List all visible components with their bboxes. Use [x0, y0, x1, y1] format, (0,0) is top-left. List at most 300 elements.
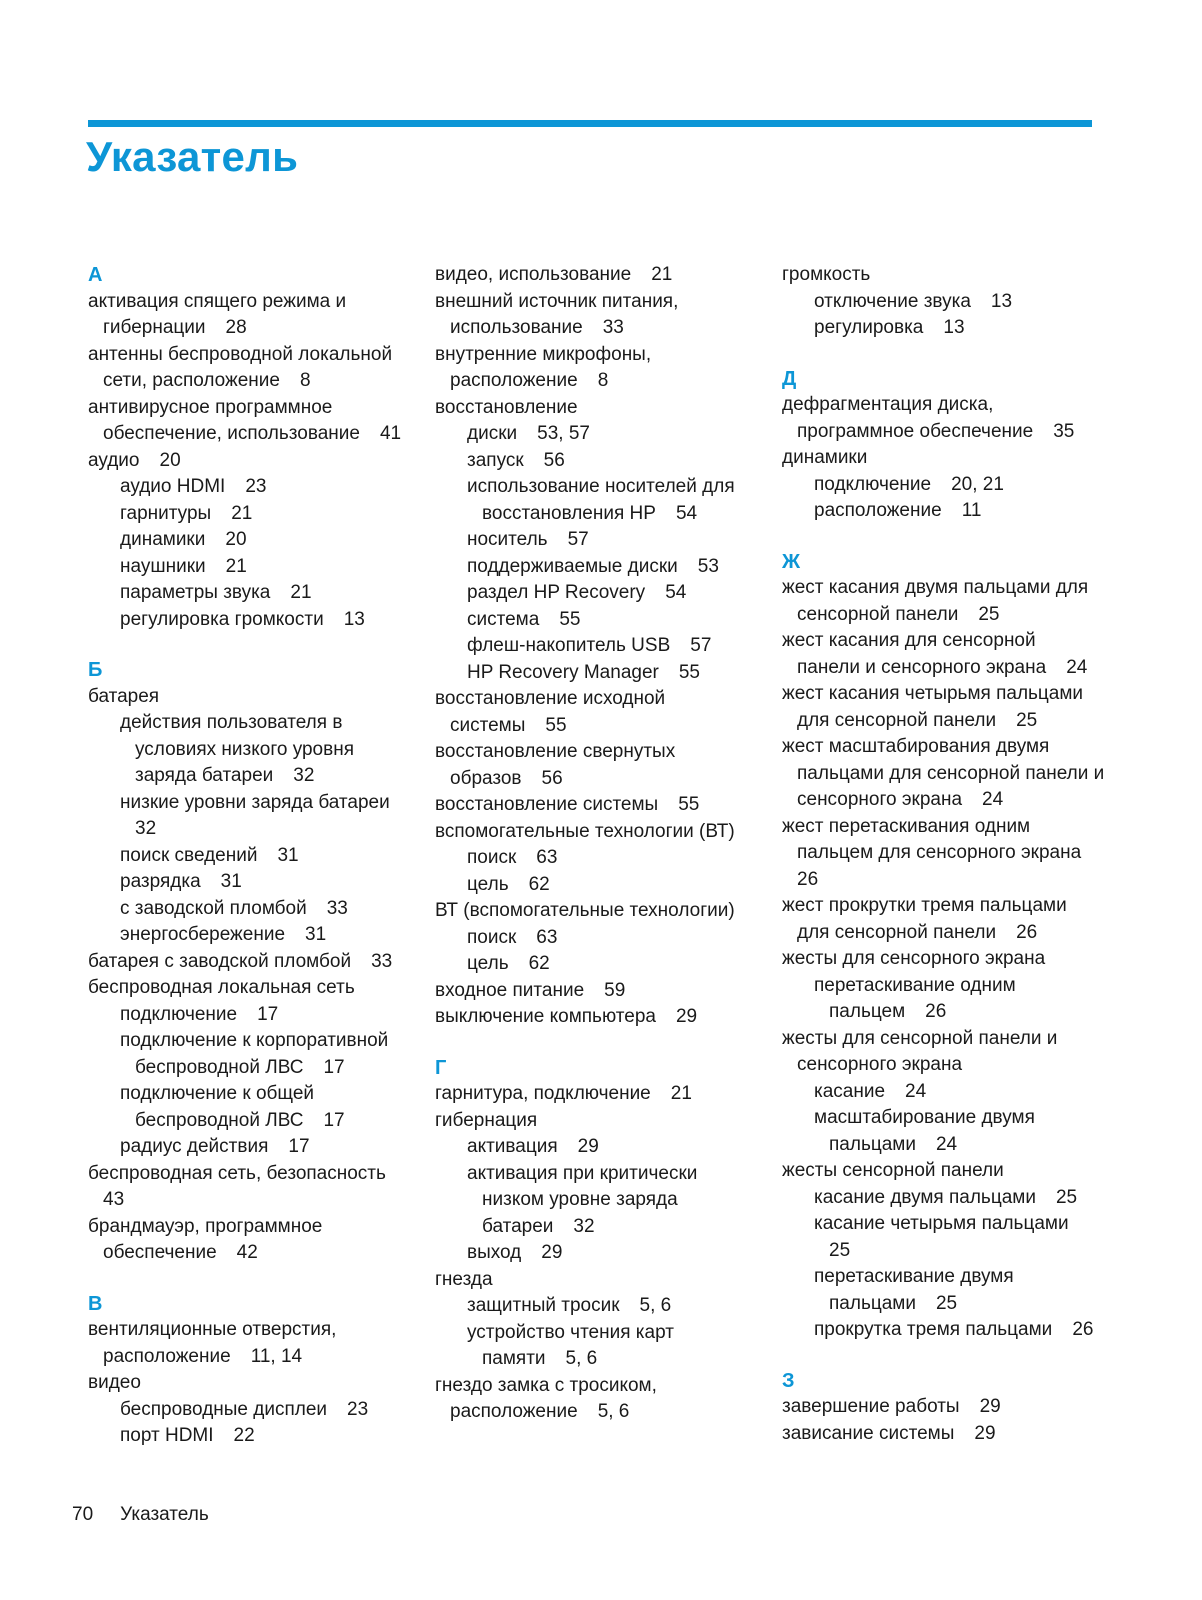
entry-page-number: 20, 21 — [951, 473, 1004, 495]
entry-text: подключение — [120, 1003, 238, 1025]
index-entry-line — [88, 1397, 398, 1424]
entry-page-number: 26 — [1072, 1319, 1094, 1340]
index-entry-line — [782, 893, 1092, 920]
index-entry-line — [435, 421, 745, 448]
index-entry-line — [88, 501, 398, 528]
index-entry-line — [88, 1028, 398, 1055]
entry-page-number: 21 — [225, 555, 247, 577]
entry-page-number: 33 — [371, 950, 393, 972]
entry-page-number: 17 — [323, 1056, 345, 1078]
entry-text: видео — [88, 1372, 141, 1393]
entry-page-number: 33 — [602, 317, 624, 338]
index-entry-line — [435, 1187, 745, 1214]
index-entry-line — [435, 1108, 745, 1135]
entry-page-number: 43 — [103, 1189, 125, 1210]
index-entry-line — [435, 1399, 745, 1426]
index-entry-line — [782, 1132, 1092, 1159]
entry-page-number: 8 — [299, 370, 311, 391]
entry-page-number: 23 — [347, 1398, 369, 1420]
entry-text: батарея с заводской пломбой — [88, 950, 352, 972]
entry-text: прокрутка тремя пальцами — [814, 1319, 1053, 1340]
entry-text: поиск сведений — [120, 844, 258, 866]
index-entry-line — [782, 575, 1092, 602]
index-entry-line — [782, 867, 1092, 894]
entry-page-number: 59 — [604, 979, 626, 1001]
entry-text: жест перетаскивания одним — [782, 815, 1031, 837]
index-entry-line — [782, 445, 1092, 472]
index-entry-line — [435, 342, 745, 369]
entry-page-number: 17 — [323, 1109, 345, 1131]
entry-page-number: 17 — [288, 1136, 310, 1157]
entry-text: гибернации — [103, 317, 206, 338]
entry-page-number: 25 — [829, 1239, 851, 1261]
entry-text: внешний источник питания, — [435, 290, 679, 312]
entry-page-number: 62 — [528, 873, 550, 895]
index-entry-line — [435, 580, 745, 607]
entry-text: цель — [467, 873, 509, 895]
entry-text: сети, расположение — [103, 370, 280, 391]
index-entry-line — [435, 951, 745, 978]
entry-text: внутренние микрофоны, — [435, 343, 652, 365]
entry-text: касание четырьмя пальцами — [814, 1213, 1069, 1234]
entry-text: активация спящего режима и — [88, 290, 347, 312]
index-entry-line — [88, 289, 398, 316]
index-entry-line — [782, 946, 1092, 973]
index-entry-line — [435, 925, 745, 952]
entry-text: беспроводные дисплеи — [120, 1398, 328, 1420]
index-entry-line — [88, 395, 398, 422]
entry-page-number: 25 — [1055, 1186, 1078, 1208]
entry-text: жест масштабирования двумя — [782, 736, 1050, 757]
entry-text: разрядка — [120, 871, 201, 892]
entry-page-number: 24 — [1066, 656, 1088, 678]
entry-text: жесты для сенсорного экрана — [782, 948, 1046, 969]
index-entry-line — [782, 419, 1092, 446]
index-entry-line — [88, 315, 398, 342]
entry-page-number: 23 — [245, 476, 267, 497]
index-entry-line — [88, 554, 398, 581]
index-entry-line — [435, 978, 745, 1005]
index-entry-line — [782, 999, 1092, 1026]
entry-text: действия пользователя в — [120, 712, 343, 733]
entry-text: низком уровне заряда — [482, 1189, 678, 1210]
entry-text: дефрагментация диска, — [782, 394, 994, 415]
entry-page-number: 42 — [236, 1242, 258, 1263]
index-entry-line — [435, 660, 745, 687]
entry-text: динамики — [782, 447, 868, 468]
index-entry-line — [435, 872, 745, 899]
entry-page-number: 29 — [577, 1136, 599, 1157]
entry-text: образов — [450, 767, 522, 789]
entry-text: выключение компьютера — [435, 1006, 656, 1027]
index-entry-line — [88, 975, 398, 1002]
index-entry-line — [782, 262, 1092, 289]
entry-text: беспроводная локальная сеть — [88, 977, 355, 998]
index-entry-line — [435, 739, 745, 766]
index-entry-line — [435, 448, 745, 475]
entry-text: батарея — [88, 685, 160, 707]
entry-text: масштабирование двумя — [814, 1107, 1035, 1128]
entry-page-number: 5, 6 — [597, 1401, 630, 1422]
entry-text: жесты для сенсорной панели и — [782, 1027, 1058, 1049]
entry-text: ВТ (вспомогательные технологии) — [435, 900, 735, 921]
entry-text: активация при критически — [467, 1162, 698, 1184]
entry-text: радиус действия — [120, 1136, 269, 1157]
entry-page-number: 35 — [1053, 420, 1075, 442]
entry-text: жест прокрутки тремя пальцами — [782, 895, 1067, 916]
entry-page-number: 56 — [543, 449, 565, 471]
index-entry-line — [782, 708, 1092, 735]
index-entry-line — [435, 554, 745, 581]
section-letter: Б — [88, 659, 103, 681]
entry-text: с заводской пломбой — [120, 897, 307, 919]
index-entry-line — [88, 684, 398, 711]
index-entry-line — [435, 1240, 745, 1267]
index-entry-line — [88, 869, 398, 896]
index-entry-line — [435, 474, 745, 501]
entry-page-number: 29 — [979, 1396, 1001, 1417]
index-entry-line — [782, 392, 1092, 419]
entry-page-number: 13 — [343, 608, 365, 630]
entry-text: перетаскивание двумя — [814, 1266, 1014, 1287]
index-entry-line — [435, 315, 745, 342]
entry-text: вспомогательные технологии (ВТ) — [435, 820, 735, 842]
entry-page-number: 55 — [678, 794, 700, 815]
entry-page-number: 63 — [536, 926, 558, 948]
entry-text: завершение работы — [782, 1396, 960, 1417]
index-entry-line — [88, 1002, 398, 1029]
index-entry-line — [88, 1187, 398, 1214]
entry-page-number: 29 — [974, 1422, 996, 1444]
entry-page-number: 31 — [220, 871, 242, 892]
index-entry-line — [782, 973, 1092, 1000]
index-entry-line — [435, 262, 745, 289]
entry-text: HP Recovery Manager — [467, 661, 659, 683]
index-entry-line — [435, 1293, 745, 1320]
entry-text: антенны беспроводной локальной — [88, 343, 393, 365]
index-entry-line — [782, 1185, 1092, 1212]
entry-text: пальцем для сенсорного экрана — [797, 842, 1082, 863]
entry-text: для сенсорной панели — [797, 921, 997, 943]
index-entry-line — [782, 1394, 1092, 1421]
entry-text: динамики — [120, 529, 206, 550]
entry-page-number: 5, 6 — [565, 1348, 598, 1369]
entry-page-number: 62 — [528, 953, 550, 974]
entry-text: флеш-накопитель USB — [467, 635, 671, 656]
entry-page-number: 31 — [277, 844, 299, 866]
entry-text: регулировка громкости — [120, 608, 324, 630]
entry-text: программное обеспечение — [797, 420, 1034, 442]
index-entry-line — [435, 368, 745, 395]
entry-page-number: 26 — [925, 1001, 947, 1022]
entry-page-number: 26 — [797, 868, 819, 890]
entry-page-number: 57 — [690, 635, 712, 656]
index-entry-line — [435, 766, 745, 793]
index-entry-line — [88, 474, 398, 501]
entry-text: параметры звука — [120, 582, 271, 603]
entry-page-number: 13 — [990, 290, 1013, 312]
entry-text: цель — [467, 953, 509, 974]
entry-text: наушники — [120, 555, 206, 577]
index-entry-line — [782, 734, 1092, 761]
index-entry-line — [435, 819, 745, 846]
entry-page-number: 29 — [675, 1006, 698, 1027]
entry-page-number: 17 — [257, 1003, 279, 1025]
index-entry-line — [435, 1161, 745, 1188]
section-letter: Д — [782, 367, 797, 390]
entry-text: вентиляционные отверстия, — [88, 1319, 337, 1340]
entry-text: пальцем — [829, 1001, 906, 1022]
index-entry-line — [435, 898, 745, 925]
entry-page-number: 25 — [935, 1292, 958, 1314]
entry-text: гнездо замка с тросиком, — [435, 1374, 657, 1396]
index-entry-line — [88, 527, 398, 554]
index-entry-line — [88, 1081, 398, 1108]
index-entry-line — [782, 628, 1092, 655]
index-entry-line — [88, 342, 398, 369]
entry-page-number: 25 — [1016, 709, 1038, 731]
index-entry-line — [782, 1421, 1092, 1448]
index-entry-line — [88, 763, 398, 790]
index-entry-line — [88, 843, 398, 870]
index-entry-line — [435, 713, 745, 740]
entry-text: раздел HP Recovery — [467, 582, 646, 603]
entry-page-number: 11, 14 — [250, 1345, 303, 1367]
index-entry-line — [88, 1317, 398, 1344]
entry-page-number: 55 — [678, 661, 700, 683]
entry-page-number: 24 — [982, 789, 1004, 810]
entry-text: зависание системы — [782, 1422, 955, 1444]
entry-page-number: 53 — [697, 555, 719, 577]
index-entry-line — [782, 1317, 1092, 1344]
entry-text: пальцами — [829, 1292, 916, 1314]
entry-text: жест касания четырьмя пальцами — [782, 683, 1084, 704]
index-entry-line — [435, 289, 745, 316]
index-entry-line — [782, 1238, 1092, 1265]
index-entry-line — [782, 681, 1092, 708]
entry-page-number: 24 — [935, 1133, 958, 1155]
entry-page-number: 57 — [567, 529, 589, 550]
index-entry-line — [88, 1214, 398, 1241]
entry-text: низкие уровни заряда батареи — [120, 791, 390, 813]
entry-page-number: 55 — [545, 714, 567, 736]
entry-page-number: 54 — [675, 502, 698, 524]
index-entry-line — [88, 710, 398, 737]
index-entry-line — [88, 580, 398, 607]
entry-text: пальцами для сенсорной панели и — [797, 762, 1105, 784]
entry-text: жесты сенсорной панели — [782, 1160, 1004, 1181]
index-columns — [88, 262, 1105, 1450]
index-entry-line — [782, 1026, 1092, 1053]
index-entry-line — [435, 792, 745, 819]
section-letter: Ж — [782, 550, 801, 573]
entry-page-number: 33 — [326, 897, 348, 919]
entry-text: восстановление — [435, 396, 578, 418]
entry-text: запуск — [467, 449, 524, 471]
index-entry-line — [435, 527, 745, 554]
index-entry-line — [435, 501, 745, 528]
index-entry-line — [88, 896, 398, 923]
entry-text: восстановления HP — [482, 502, 656, 524]
entry-text: памяти — [482, 1348, 546, 1369]
entry-text: носитель — [467, 529, 548, 550]
entry-text: гнезда — [435, 1268, 493, 1290]
entry-page-number: 24 — [905, 1080, 927, 1102]
index-entry-line — [782, 1052, 1092, 1079]
index-entry-line — [782, 1291, 1092, 1318]
index-entry-line — [782, 761, 1105, 788]
entry-text: защитный тросик — [467, 1295, 620, 1316]
entry-text: активация — [467, 1136, 558, 1157]
index-entry-line — [88, 607, 398, 634]
index-entry-line — [435, 1346, 745, 1373]
index-entry-line — [435, 1214, 745, 1241]
index-entry-line — [782, 1264, 1092, 1291]
index-entry-line — [435, 1004, 745, 1031]
index-entry-line — [88, 368, 398, 395]
index-entry-line — [782, 498, 1092, 525]
entry-text: беспроводной ЛВС — [135, 1056, 304, 1078]
index-entry-line — [88, 421, 402, 448]
entry-text: сенсорного экрана — [797, 1054, 963, 1075]
entry-page-number: 21 — [651, 264, 673, 285]
index-entry-line — [782, 1105, 1092, 1132]
index-entry-line — [435, 1373, 745, 1400]
entry-text: восстановление свернутых — [435, 741, 676, 762]
entry-text: беспроводной ЛВС — [135, 1109, 304, 1131]
index-entry-line — [782, 840, 1092, 867]
index-entry-line — [435, 1320, 745, 1347]
entry-page-number: 21 — [290, 582, 312, 603]
entry-text: подключение — [814, 473, 932, 495]
index-entry-line — [435, 633, 745, 660]
entry-page-number: 28 — [225, 317, 247, 338]
page-footer — [72, 1502, 209, 1528]
entry-text: антивирусное программное — [88, 396, 333, 418]
entry-page-number: 54 — [665, 582, 687, 603]
entry-text: расположение — [103, 1345, 231, 1367]
entry-text: сенсорной панели — [797, 603, 959, 625]
entry-text: батареи — [482, 1215, 554, 1237]
entry-text: системы — [450, 714, 526, 736]
entry-text: обеспечение — [103, 1242, 217, 1263]
entry-text: диски — [467, 423, 518, 444]
section-letter: А — [88, 264, 103, 286]
index-column — [88, 262, 402, 1450]
entry-text: регулировка — [814, 317, 924, 338]
entry-text: касание двумя пальцами — [814, 1186, 1036, 1208]
index-entry-line — [88, 1134, 398, 1161]
entry-text: жест касания двумя пальцами для — [782, 577, 1089, 598]
section-letter: Г — [435, 1056, 447, 1079]
index-entry-line — [88, 448, 398, 475]
index-entry-line — [782, 920, 1092, 947]
entry-page-number: 21 — [670, 1083, 692, 1104]
index-entry-line — [782, 602, 1092, 629]
index-entry-line — [782, 1158, 1092, 1185]
entry-text: расположение — [814, 500, 942, 521]
entry-page-number: 20 — [225, 529, 247, 550]
index-entry-line — [435, 607, 745, 634]
entry-page-number: 13 — [943, 317, 965, 338]
entry-text: громкость — [782, 264, 871, 285]
entry-text: подключение к корпоративной — [120, 1030, 389, 1051]
index-entry-line — [782, 289, 1092, 316]
title-rule — [88, 120, 1092, 127]
entry-text: расположение — [450, 1401, 578, 1422]
entry-text: сенсорного экрана — [797, 789, 963, 810]
entry-text: поиск — [467, 847, 517, 868]
entry-page-number: 31 — [305, 924, 327, 945]
entry-text: аудио — [88, 449, 140, 471]
entry-page-number: 25 — [978, 603, 1000, 625]
entry-text: восстановление системы — [435, 794, 659, 815]
index-entry-line — [88, 1370, 398, 1397]
entry-page-number: 63 — [536, 847, 558, 868]
index-entry-line — [782, 1079, 1092, 1106]
index-entry-line — [88, 1344, 398, 1371]
entry-text: перетаскивание одним — [814, 974, 1016, 996]
entry-page-number: 55 — [559, 608, 581, 630]
entry-text: входное питание — [435, 979, 585, 1001]
index-entry-line — [782, 472, 1092, 499]
page-title: Указатель — [86, 133, 299, 180]
entry-text: использование носителей для — [467, 476, 735, 497]
entry-text: видео, использование — [435, 264, 632, 285]
entry-text: выход — [467, 1242, 522, 1263]
footer-label: Указатель — [120, 1504, 209, 1525]
index-entry-line — [435, 686, 745, 713]
entry-page-number: 22 — [233, 1425, 255, 1446]
index-entry-line — [782, 1211, 1092, 1238]
entry-text: пальцами — [829, 1133, 916, 1155]
entry-text: использование — [450, 317, 583, 338]
entry-page-number: 29 — [541, 1242, 563, 1263]
index-entry-line — [782, 315, 1092, 342]
index-entry-line — [88, 790, 398, 817]
index-entry-line — [88, 922, 398, 949]
entry-page-number: 5, 6 — [639, 1295, 672, 1316]
entry-page-number: 56 — [541, 767, 563, 789]
entry-text: расположение — [450, 370, 578, 391]
entry-text: гарнитуры — [120, 502, 212, 524]
entry-text: устройство чтения карт — [467, 1321, 674, 1343]
index-entry-line — [88, 1423, 398, 1450]
entry-text: для сенсорной панели — [797, 709, 997, 731]
entry-text: отключение звука — [814, 290, 971, 312]
index-entry-line — [782, 655, 1092, 682]
index-entry-line — [782, 787, 1092, 814]
index-entry-line — [435, 1267, 745, 1294]
index-entry-line — [435, 1081, 745, 1108]
entry-page-number: 20 — [159, 449, 181, 471]
index-entry-line — [88, 1055, 398, 1082]
index-entry-line — [435, 845, 745, 872]
index-column — [782, 262, 1105, 1450]
index-entry-line — [88, 949, 398, 976]
entry-text: беспроводная сеть, безопасность — [88, 1162, 386, 1184]
entry-page-number: 41 — [379, 423, 402, 444]
entry-text: жест касания для сенсорной — [782, 630, 1036, 651]
entry-page-number: 53, 57 — [537, 423, 590, 444]
entry-page-number: 8 — [597, 370, 609, 391]
entry-text: гарнитура, подключение — [435, 1083, 651, 1104]
section-letter: В — [88, 1292, 103, 1315]
entry-text: энергосбережение — [120, 924, 286, 945]
entry-text: брандмауэр, программное — [88, 1215, 323, 1237]
entry-text: заряда батареи — [135, 765, 274, 786]
entry-text: подключение к общей — [120, 1083, 315, 1104]
